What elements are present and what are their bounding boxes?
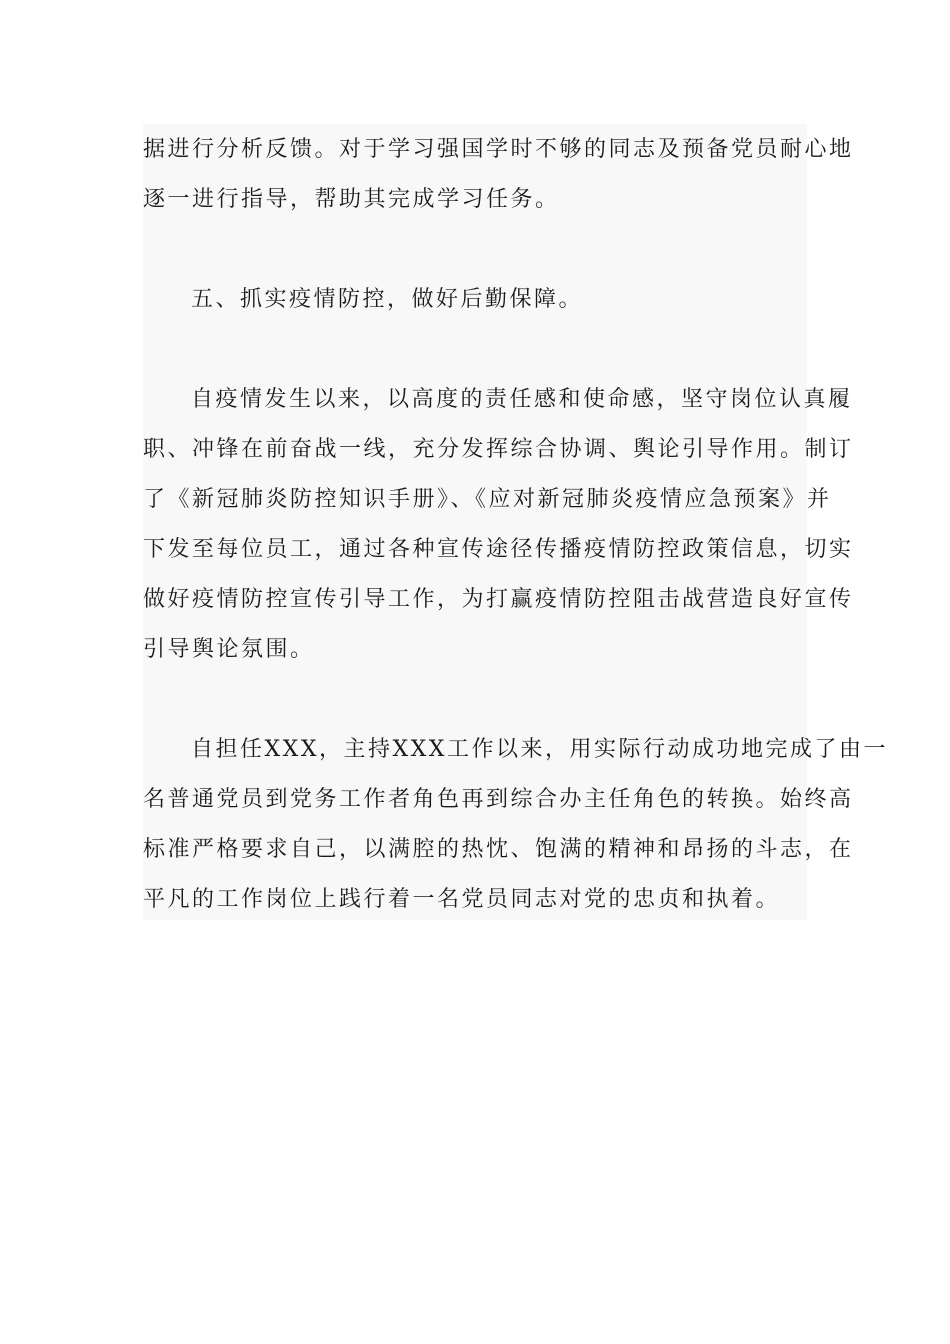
paragraph-line: 下发至每位员工，通过各种宣传途径传播疫情防控政策信息，切实: [143, 537, 854, 562]
paragraph-line: 自担任XXX，主持XXX工作以来，用实际行动成功地完成了由一: [191, 737, 888, 762]
paragraph-line: 自疫情发生以来，以高度的责任感和使命感，坚守岗位认真履: [191, 387, 853, 412]
paragraph-line: 平凡的工作岗位上践行着一名党员同志对党的忠贞和执着。: [143, 887, 781, 912]
paragraph-line: 标准严格要求自己，以满腔的热忱、饱满的精神和昂扬的斗志，在: [143, 837, 854, 862]
paragraph-line: 了《新冠肺炎防控知识手册》、《应对新冠肺炎疫情应急预案》并: [143, 487, 832, 512]
section-heading: 五、抓实疫情防控，做好后勤保障。: [191, 287, 584, 312]
paragraph-line: 做好疫情防控宣传引导工作，为打赢疫情防控阻击战营造良好宣传: [143, 587, 854, 612]
paragraph-line: 引导舆论氛围。: [143, 637, 315, 662]
paragraph-line: 逐一进行指导，帮助其完成学习任务。: [143, 187, 560, 212]
paragraph-line: 据进行分析反馈。对于学习强国学时不够的同志及预备党员耐心地: [143, 137, 854, 162]
document-text-block: [143, 124, 888, 920]
paragraph-line: 名普通党员到党务工作者角色再到综合办主任角色的转换。始终高: [143, 787, 854, 812]
paragraph-line: 职、冲锋在前奋战一线，充分发挥综合协调、舆论引导作用。制订: [143, 437, 854, 462]
